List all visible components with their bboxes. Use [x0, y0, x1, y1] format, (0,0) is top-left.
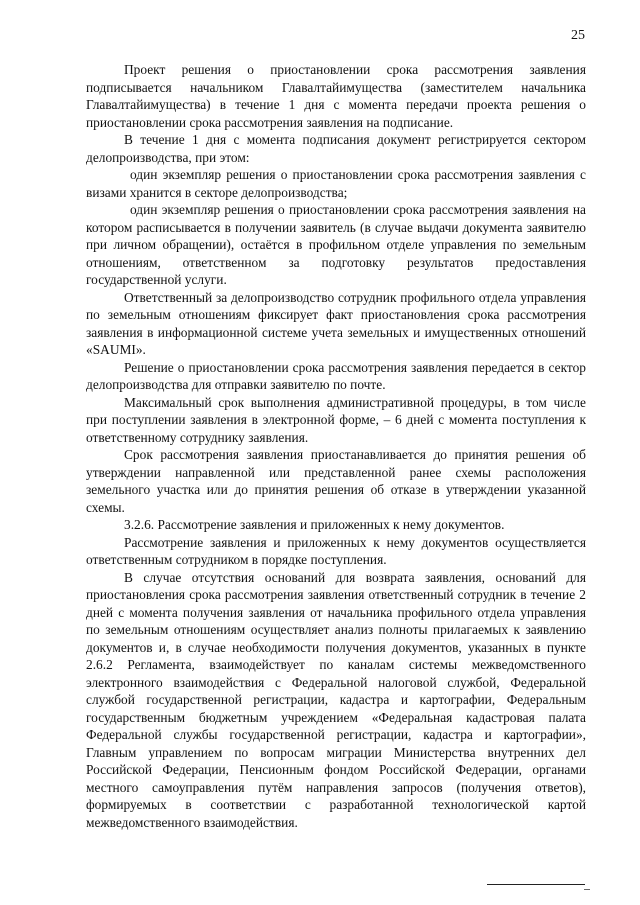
page-number: 25: [571, 28, 585, 43]
footer-rule: [487, 884, 585, 885]
paragraph-draft-signing: Проект решения о приостановлении срока рассмотрения заявления подписывается начальником Главалтайимущества (заместителем начальника Главалтайимущества) в течение 1 дня с момента передачи проекта решения о приостановлении срока рассмотрения заявления на подписание.: [86, 62, 586, 130]
paragraph-max-term: Максимальный срок выполнения административной процедуры, в том числе при поступлении заявления в электронной форме, – 6 дней с момента поступления к ответственному сотруднику заявления.: [86, 394, 586, 445]
paragraph-mailing: Решение о приостановлении срока рассмотрения заявления передается в сектор делопроизводства для отправки заявителю по почте.: [86, 359, 586, 392]
paragraph-suspension-term: Срок рассмотрения заявления приостанавливается до принятия решения об утверждении направленной или представленной ранее схемы расположения земельного участка или до принятия решения об отказе в утверждении указанной схемы.: [86, 447, 586, 515]
paragraph-saumi-record: Ответственный за делопроизводство сотрудник профильного отдела управления по земельным отношениям фиксирует факт приостановления срока рассмотрения заявления в информационной системе учета земельных и имущественных отношений «SAUMI».: [86, 289, 586, 357]
paragraph-copy-one: один экземпляр решения о приостановлении срока рассмотрения заявления с визами хранится в секторе делопроизводства;: [86, 167, 586, 200]
document-body: [86, 61, 586, 831]
paragraph-copy-two: один экземпляр решения о приостановлении срока рассмотрения заявления на котором расписывается в получении заявитель (в случае выдачи документа заявителю при личном обращении), остаётся в профильном отделе управления по земельным отношениям, ответственном за подготовку результатов предоставления государственной услуги.: [86, 202, 586, 287]
footer-mark: [584, 889, 590, 890]
paragraph-interagency: В случае отсутствия оснований для возврата заявления, оснований для приостановления срока рассмотрения заявления ответственный сотрудник в течение 2 дней с момента получения заявления от начальника профильного отдела управления по земельным отношениям осуществляет анализ полноты прилагаемых к заявлению документов и, в случае необходимости получения документов, указанных в пункте 2.6.2 Регламента, взаимодействует по каналам системы межведомственного электронного взаимодействия с Федеральной налоговой службой, Федеральной службой государственной регистрации, кадастра и картографии, Федеральным государственным бюджетным учреждением «Федеральная кадастровая палата Федеральной службы государственной регистрации, кадастра и картографии», Главным управлением по вопросам миграции Министерства внутренних дел Российской Федерации, Пенсионным фондом Российской Федерации, органами местного самоуправления путём направления запросов (получения ответов), формируемых в соответствии с разработанной технологической картой межведомственного взаимодействия.: [86, 569, 586, 830]
paragraph-review-order: Рассмотрение заявления и приложенных к нему документов осуществляется ответственным сотрудником в порядке поступления.: [86, 534, 586, 567]
section-heading-3-2-6: 3.2.6. Рассмотрение заявления и приложенных к нему документов.: [124, 517, 505, 532]
paragraph-registration: В течение 1 дня с момента подписания документ регистрируется сектором делопроизводства, при этом:: [86, 132, 586, 165]
